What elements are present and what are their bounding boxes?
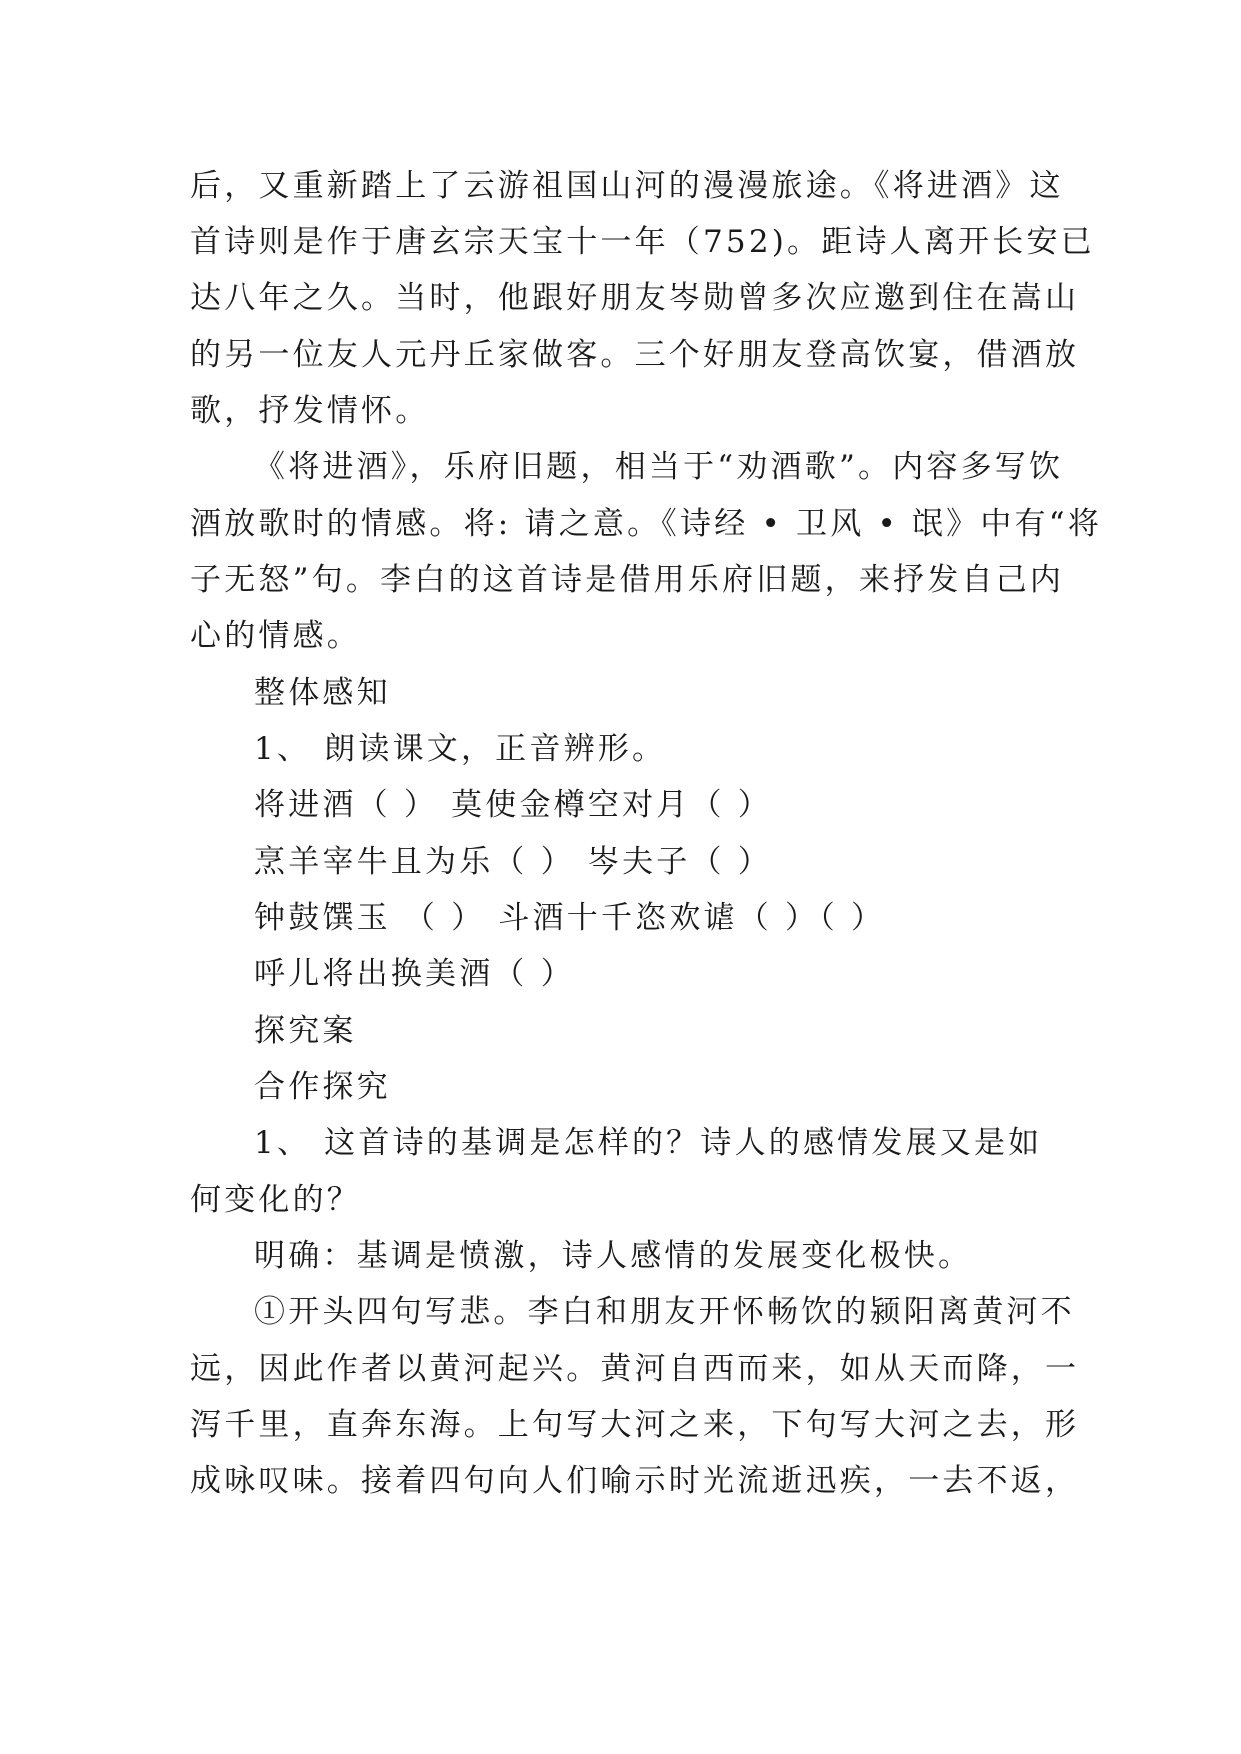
text-line: 歌，抒发情怀。: [190, 393, 430, 429]
text-line: 后，又重新踏上了云游祖国山河的漫漫旅途。《将进酒》这: [190, 168, 1064, 204]
exercise-line: 将进酒（ ） 莫使金樽空对月（ ）: [254, 787, 772, 823]
text-line: 子无怒”句。李白的这首诗是借用乐府旧题，来抒发自己内: [190, 562, 1065, 598]
text-line: 远，因此作者以黄河起兴。黄河自西而来，如从天而降，一: [190, 1351, 1080, 1387]
text-line: 达八年之久。当时，他跟好朋友岑勋曾多次应邀到住在嵩山: [190, 280, 1080, 316]
text-line: 成咏叹味。接着四句向人们喻示时光流逝迅疾，一去不返，: [190, 1463, 1080, 1499]
text-line: 何变化的？: [190, 1182, 361, 1218]
exercise-line: 呼儿将出换美酒（ ）: [254, 956, 575, 992]
text-line: 酒放歌时的情感。将: 请之意。《诗经 • 卫风 • 氓》中有“将: [190, 506, 1103, 542]
question-line: 1、 这首诗的基调是怎样的？诗人的感情发展又是如: [254, 1125, 1043, 1161]
text-line: 首诗则是作于唐玄宗天宝十一年（752)。距诗人离开长安已: [190, 224, 1095, 260]
text-line: 泻千里，直奔东海。上句写大河之来，下句写大河之去，形: [190, 1407, 1080, 1443]
task-line: 1、 朗读课文，正音辨形。: [254, 731, 667, 767]
section-heading: 探究案: [254, 1013, 357, 1049]
exercise-line: 钟鼓馔玉 （ ） 斗酒十千恣欢谑（ ）（ ）: [254, 900, 886, 936]
text-line: 心的情感。: [190, 618, 361, 654]
section-heading: 整体感知: [254, 675, 391, 711]
paragraph-start-line: 《将进酒》，乐府旧题，相当于“劝酒歌”。内容多写饮: [254, 449, 1064, 485]
paragraph-start-line: ①开头四句写悲。李白和朋友开怀畅饮的颍阳离黄河不: [254, 1294, 1075, 1330]
text-line: 的另一位友人元丹丘家做客。三个好朋友登高饮宴，借酒放: [190, 337, 1080, 373]
answer-line: 明确：基调是愤激，诗人感情的发展变化极快。: [254, 1238, 973, 1274]
exercise-line: 烹羊宰牛且为乐（ ） 岑夫子（ ）: [254, 844, 772, 880]
section-heading: 合作探究: [254, 1069, 391, 1105]
